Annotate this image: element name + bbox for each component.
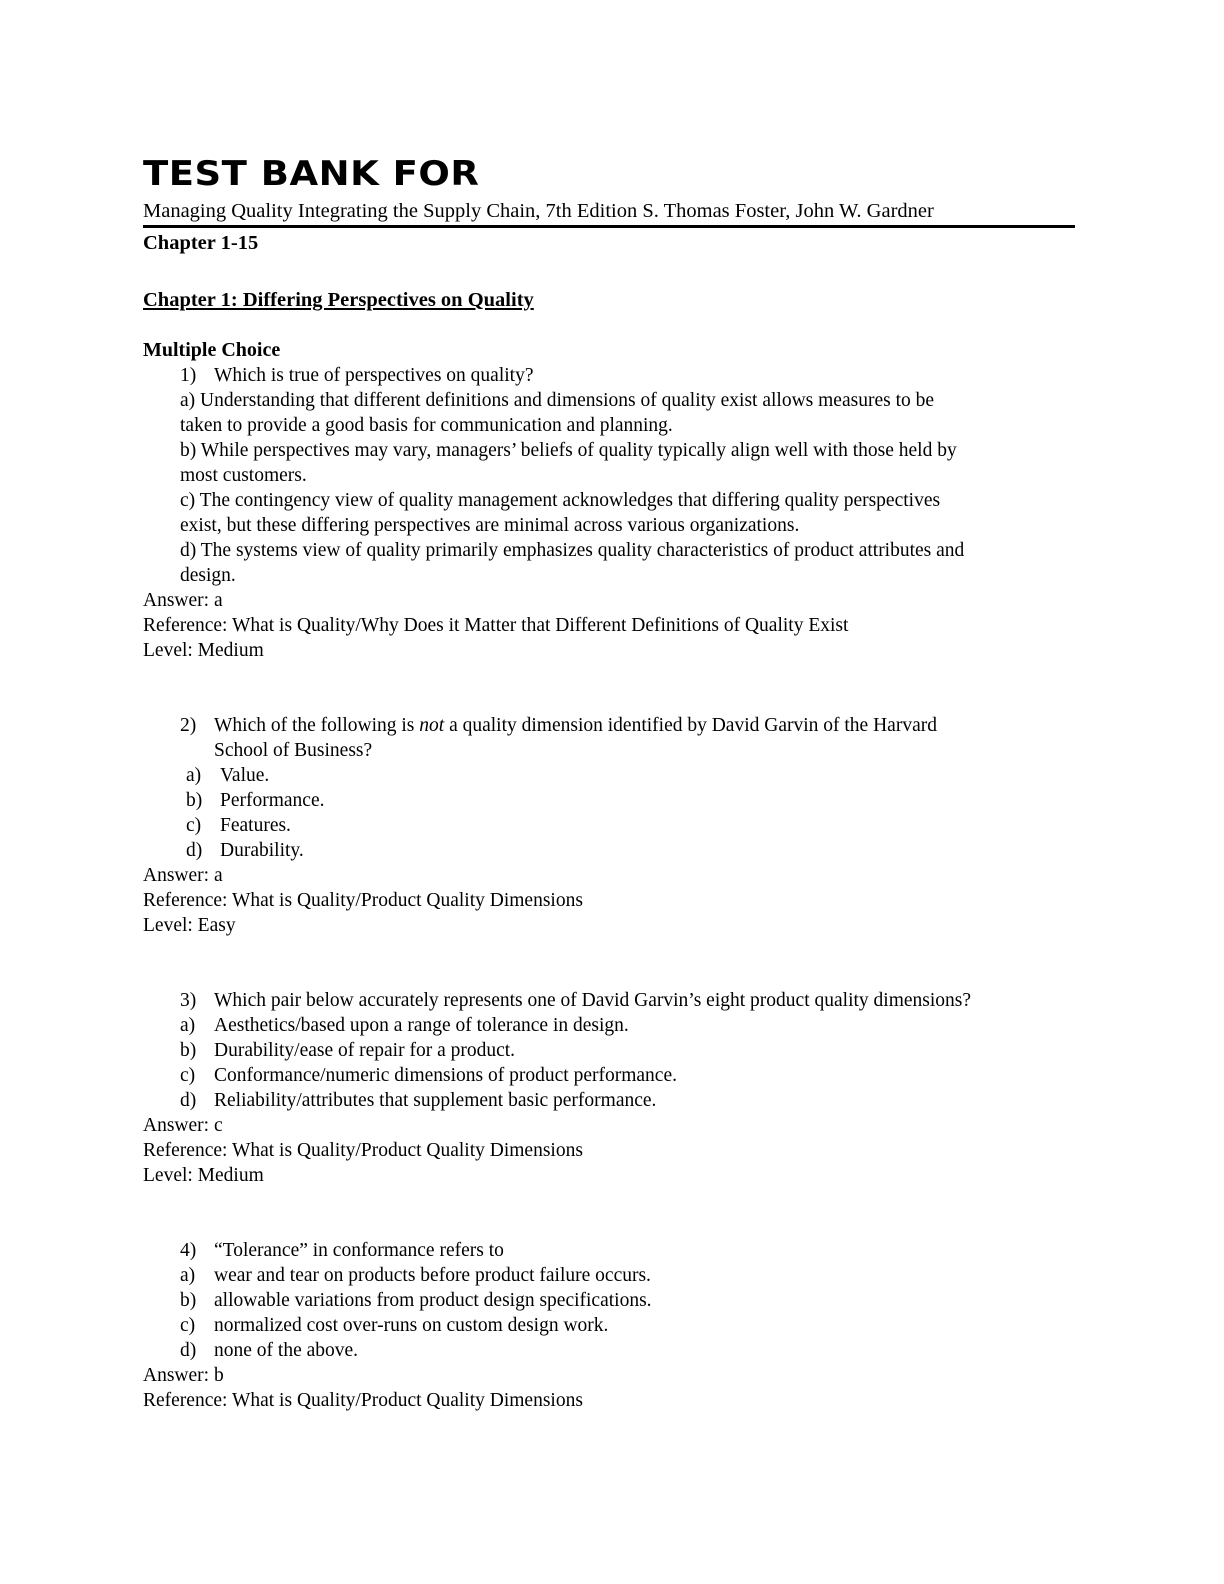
option-c: c) Features. (186, 815, 291, 836)
question-stem-cont: School of Business? (214, 740, 373, 761)
spacer (143, 663, 1083, 713)
option-d: d) none of the above. (180, 1340, 359, 1361)
option-c: c) The contingency view of quality management acknowledges that differing quality perspectives (180, 490, 941, 511)
option-b: b) While perspectives may vary, managers’ beliefs of quality typically align well with those held by (180, 440, 957, 461)
question-stem: 4) “Tolerance” in conformance refers to (180, 1240, 504, 1261)
option-a-cont: taken to provide a good basis for communication and planning. (180, 415, 673, 436)
chapter-range: Chapter 1-15 (143, 232, 259, 254)
reference: Reference: What is Quality/Why Does it Matter that Different Definitions of Quality Exist (143, 615, 849, 636)
level: Level: Medium (143, 640, 264, 661)
option-a: a) Understanding that different definitions and dimensions of quality exist allows measures to be (180, 390, 935, 411)
answer: Answer: a (143, 590, 223, 611)
emphasis-not: not (419, 715, 445, 736)
option-a: a) wear and tear on products before product failure occurs. (180, 1265, 651, 1286)
option-b: b) Performance. (186, 790, 325, 811)
header-rule (143, 225, 1075, 228)
option-d: d) Reliability/attributes that supplement basic performance. (180, 1090, 657, 1111)
option-b-cont: most customers. (180, 465, 307, 486)
option-b: b) allowable variations from product design specifications. (180, 1290, 652, 1311)
spacer (143, 1188, 1083, 1238)
spacer (143, 938, 1083, 988)
option-d: d) Durability. (186, 840, 304, 861)
option-a: a) Value. (186, 765, 270, 786)
answer: Answer: b (143, 1365, 224, 1386)
banner-title: TEST BANK FOR (143, 153, 480, 194)
answer: Answer: a (143, 865, 223, 886)
reference: Reference: What is Quality/Product Quality Dimensions (143, 1390, 583, 1411)
option-c-cont: exist, but these differing perspectives are minimal across various organizations. (180, 515, 800, 536)
option-c: c) Conformance/numeric dimensions of product performance. (180, 1065, 677, 1086)
question-3 (143, 988, 1083, 1113)
reference: Reference: What is Quality/Product Quality Dimensions (143, 1140, 583, 1161)
option-c: c) normalized cost over-runs on custom design work. (180, 1315, 609, 1336)
option-b: b) Durability/ease of repair for a product. (180, 1040, 516, 1061)
question-stem: 3) Which pair below accurately represents one of David Garvin’s eight product quality dimensions? (180, 990, 972, 1011)
answer: Answer: c (143, 1115, 223, 1136)
option-d-cont: design. (180, 565, 236, 586)
question-stem: 1) Which is true of perspectives on quality? (180, 365, 534, 386)
book-subtitle: Managing Quality Integrating the Supply Chain, 7th Edition S. Thomas Foster, John W. Gardner (143, 200, 934, 222)
section-title: Multiple Choice (143, 339, 281, 361)
question-1 (143, 363, 1083, 588)
question-4 (143, 1238, 1083, 1363)
level: Level: Easy (143, 915, 236, 936)
page-content (143, 150, 1083, 1413)
reference: Reference: What is Quality/Product Quality Dimensions (143, 890, 583, 911)
option-d: d) The systems view of quality primarily emphasizes quality characteristics of product attributes and (180, 540, 965, 561)
question-2 (143, 713, 1083, 863)
option-a: a) Aesthetics/based upon a range of tolerance in design. (180, 1015, 629, 1036)
question-stem: 2) Which of the following is not a quality dimension identified by David Garvin of the Harvard (180, 715, 937, 736)
level: Level: Medium (143, 1165, 264, 1186)
chapter-title: Chapter 1: Differing Perspectives on Quality (143, 289, 534, 311)
